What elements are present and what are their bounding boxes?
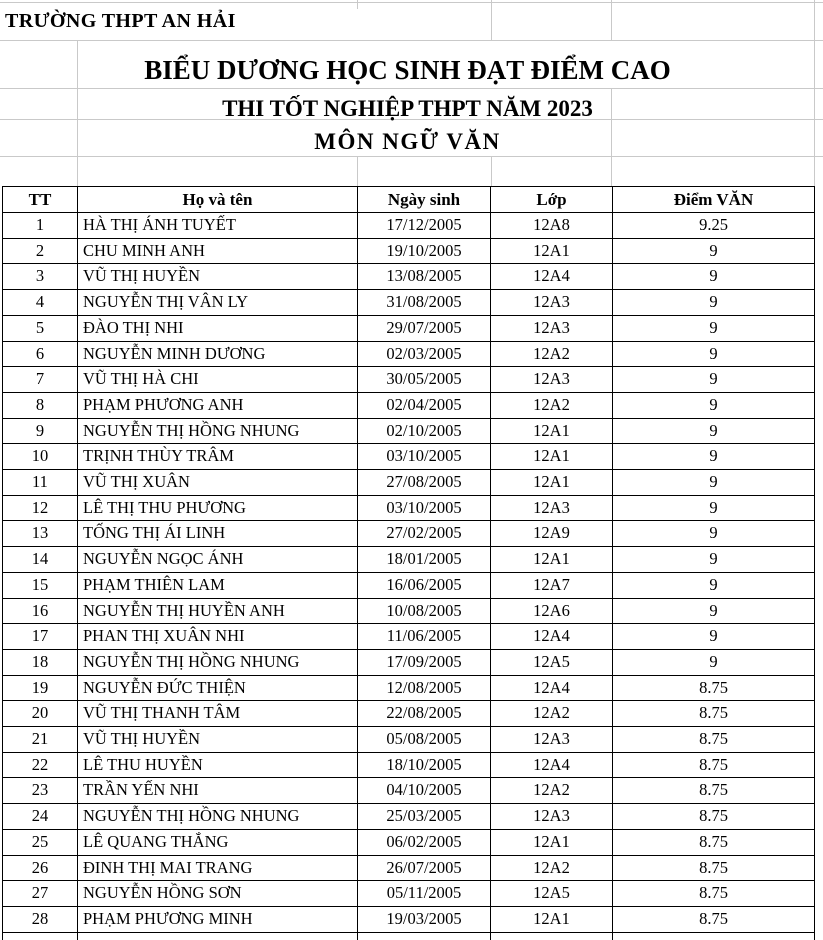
cell-tt: 2 (3, 238, 78, 264)
cell-dob (358, 932, 491, 940)
gridline (491, 0, 492, 40)
table-row (3, 906, 815, 932)
cell-score: 8.75 (613, 855, 815, 881)
cell-tt: 20 (3, 701, 78, 727)
cell-score: 9 (613, 495, 815, 521)
table-row (3, 752, 815, 778)
cell-class: 12A4 (491, 264, 613, 290)
cell-dob: 27/02/2005 (358, 521, 491, 547)
cell-name: TỐNG THỊ ÁI LINH (78, 521, 358, 547)
column-header-tt: TT (3, 187, 78, 213)
cell-class: 12A5 (491, 881, 613, 907)
cell-class: 12A3 (491, 804, 613, 830)
cell-dob: 22/08/2005 (358, 701, 491, 727)
table-row (3, 572, 815, 598)
cell-tt: 17 (3, 624, 78, 650)
cell-score: 9 (613, 598, 815, 624)
cell-dob: 17/12/2005 (358, 213, 491, 239)
table-row (3, 341, 815, 367)
cell-class: 12A1 (491, 418, 613, 444)
cell-name: ĐINH THỊ MAI TRANG (78, 855, 358, 881)
cell-class: 12A6 (491, 598, 613, 624)
cell-class: 12A4 (491, 752, 613, 778)
cell-tt: 28 (3, 906, 78, 932)
cell-class: 12A4 (491, 675, 613, 701)
school-name: TRƯỜNG THPT AN HẢI (5, 10, 236, 32)
cell-name: NGUYỄN THỊ HỒNG NHUNG (78, 649, 358, 675)
cell-score: 9 (613, 521, 815, 547)
cell-score: 9 (613, 392, 815, 418)
table-row (3, 649, 815, 675)
cell-dob: 10/08/2005 (358, 598, 491, 624)
cell-tt: 22 (3, 752, 78, 778)
cell-name: PHẠM PHƯƠNG ANH (78, 392, 358, 418)
cell-name: VŨ THỊ HUYỀN (78, 264, 358, 290)
table-row (3, 804, 815, 830)
cell-class (491, 932, 613, 940)
cell-score: 9 (613, 470, 815, 496)
cell-dob: 13/08/2005 (358, 264, 491, 290)
table-row (3, 290, 815, 316)
cell-dob: 30/05/2005 (358, 367, 491, 393)
table-row (3, 598, 815, 624)
cell-score: 9 (613, 341, 815, 367)
page-title: BIỂU DƯƠNG HỌC SINH ĐẠT ĐIỂM CAO (144, 55, 671, 85)
cell-dob: 26/07/2005 (358, 855, 491, 881)
cell-dob: 27/08/2005 (358, 470, 491, 496)
cell-class: 12A1 (491, 470, 613, 496)
cell-score: 8.75 (613, 675, 815, 701)
cell-score: 9 (613, 547, 815, 573)
column-header-score: Điểm VĂN (613, 187, 815, 213)
table-row (3, 701, 815, 727)
cell-tt: 1 (3, 213, 78, 239)
cell-name: PHẠM PHƯƠNG MINH (78, 906, 358, 932)
gridline (611, 0, 612, 40)
cell-name: HÀ THỊ ÁNH TUYẾT (78, 213, 358, 239)
cell-dob: 18/01/2005 (358, 547, 491, 573)
cell-class: 12A3 (491, 290, 613, 316)
cell-class: 12A3 (491, 495, 613, 521)
cell-name: NGUYỄN THỊ HUYỀN ANH (78, 598, 358, 624)
cell-dob: 19/10/2005 (358, 238, 491, 264)
cell-score: 8.75 (613, 829, 815, 855)
cell-tt: 3 (3, 264, 78, 290)
cell-class: 12A8 (491, 213, 613, 239)
table-row (3, 675, 815, 701)
cell-name: NGUYỄN NGỌC ÁNH (78, 547, 358, 573)
cell-dob: 31/08/2005 (358, 290, 491, 316)
cell-name: NGUYỄN THỊ HỒNG NHUNG (78, 804, 358, 830)
cell-dob: 25/03/2005 (358, 804, 491, 830)
cell-score: 9 (613, 290, 815, 316)
cell-name: LÊ THỊ THU PHƯƠNG (78, 495, 358, 521)
cell-tt: 26 (3, 855, 78, 881)
cell-class: 12A1 (491, 444, 613, 470)
column-header-name: Họ và tên (78, 187, 358, 213)
cell-score: 8.75 (613, 881, 815, 907)
cell-name: PHAN THỊ XUÂN NHI (78, 624, 358, 650)
table-row (3, 444, 815, 470)
cell-tt: 16 (3, 598, 78, 624)
gridline (357, 0, 358, 9)
cell-tt: 15 (3, 572, 78, 598)
cell-name (78, 932, 358, 940)
cell-name: VŨ THỊ HÀ CHI (78, 367, 358, 393)
cell-class: 12A2 (491, 778, 613, 804)
table-header-row (3, 187, 815, 213)
cell-score: 8.75 (613, 804, 815, 830)
cell-score (613, 932, 815, 940)
cell-name: LÊ QUANG THẮNG (78, 829, 358, 855)
cell-score: 9 (613, 238, 815, 264)
cell-score: 9 (613, 624, 815, 650)
cell-name: NGUYỄN ĐỨC THIỆN (78, 675, 358, 701)
page-subtitle-exam: THI TỐT NGHIỆP THPT NĂM 2023 (222, 96, 593, 121)
cell-class: 12A2 (491, 392, 613, 418)
gridline (0, 88, 823, 89)
cell-score: 9 (613, 315, 815, 341)
cell-tt: 13 (3, 521, 78, 547)
cell-tt: 9 (3, 418, 78, 444)
table-row (3, 418, 815, 444)
column-header-dob: Ngày sinh (358, 187, 491, 213)
table-row (3, 495, 815, 521)
gridline (491, 156, 492, 186)
cell-dob: 19/03/2005 (358, 906, 491, 932)
cell-dob: 16/06/2005 (358, 572, 491, 598)
cell-dob: 05/11/2005 (358, 881, 491, 907)
cell-tt: 18 (3, 649, 78, 675)
cell-dob: 12/08/2005 (358, 675, 491, 701)
cell-tt: 14 (3, 547, 78, 573)
cell-tt: 12 (3, 495, 78, 521)
gridline (814, 0, 815, 186)
cell-score: 9 (613, 264, 815, 290)
cell-class: 12A7 (491, 572, 613, 598)
table-row (3, 624, 815, 650)
cell-class: 12A2 (491, 701, 613, 727)
cell-dob: 17/09/2005 (358, 649, 491, 675)
cell-dob: 03/10/2005 (358, 444, 491, 470)
cell-dob: 29/07/2005 (358, 315, 491, 341)
cell-score: 9 (613, 572, 815, 598)
cell-name: NGUYỄN THỊ HỒNG NHUNG (78, 418, 358, 444)
cell-name: NGUYỄN HỒNG SƠN (78, 881, 358, 907)
cell-tt (3, 932, 78, 940)
student-score-table (2, 186, 815, 940)
gridline (0, 156, 823, 157)
cell-score: 9 (613, 418, 815, 444)
cell-tt: 8 (3, 392, 78, 418)
cell-tt: 21 (3, 727, 78, 753)
cell-class: 12A5 (491, 649, 613, 675)
cell-tt: 11 (3, 470, 78, 496)
cell-class: 12A3 (491, 315, 613, 341)
table-row (3, 778, 815, 804)
cell-class: 12A9 (491, 521, 613, 547)
cell-tt: 19 (3, 675, 78, 701)
table-row (3, 367, 815, 393)
cell-dob: 03/10/2005 (358, 495, 491, 521)
cell-tt: 7 (3, 367, 78, 393)
cell-class: 12A1 (491, 238, 613, 264)
cell-name: TRỊNH THÙY TRÂM (78, 444, 358, 470)
cell-name: NGUYỄN THỊ VÂN LY (78, 290, 358, 316)
cell-dob: 04/10/2005 (358, 778, 491, 804)
table-row (3, 521, 815, 547)
cell-name: TRẦN YẾN NHI (78, 778, 358, 804)
cell-score: 8.75 (613, 727, 815, 753)
cell-score: 8.75 (613, 701, 815, 727)
cell-dob: 05/08/2005 (358, 727, 491, 753)
cell-dob: 06/02/2005 (358, 829, 491, 855)
cell-name: PHẠM THIÊN LAM (78, 572, 358, 598)
cell-score: 9 (613, 367, 815, 393)
cell-dob: 11/06/2005 (358, 624, 491, 650)
cell-class: 12A3 (491, 727, 613, 753)
gridline (0, 2, 823, 3)
table-row (3, 881, 815, 907)
cell-score: 9.25 (613, 213, 815, 239)
table-row-partial (3, 932, 815, 940)
cell-tt: 24 (3, 804, 78, 830)
cell-name: LÊ THU HUYỀN (78, 752, 358, 778)
table-row (3, 855, 815, 881)
cell-tt: 6 (3, 341, 78, 367)
cell-score: 8.75 (613, 906, 815, 932)
cell-name: VŨ THỊ HUYỀN (78, 727, 358, 753)
cell-dob: 02/03/2005 (358, 341, 491, 367)
cell-tt: 4 (3, 290, 78, 316)
table-row (3, 213, 815, 239)
cell-name: CHU MINH ANH (78, 238, 358, 264)
cell-class: 12A2 (491, 855, 613, 881)
cell-dob: 02/04/2005 (358, 392, 491, 418)
cell-dob: 18/10/2005 (358, 752, 491, 778)
cell-score: 9 (613, 444, 815, 470)
cell-tt: 25 (3, 829, 78, 855)
table-row (3, 547, 815, 573)
students-tbody (3, 213, 815, 940)
cell-dob: 02/10/2005 (358, 418, 491, 444)
cell-tt: 27 (3, 881, 78, 907)
cell-tt: 5 (3, 315, 78, 341)
cell-tt: 23 (3, 778, 78, 804)
table-row (3, 727, 815, 753)
cell-class: 12A1 (491, 829, 613, 855)
cell-name: VŨ THỊ THANH TÂM (78, 701, 358, 727)
page-subtitle-subject: MÔN NGỮ VĂN (314, 129, 501, 154)
cell-name: ĐÀO THỊ NHI (78, 315, 358, 341)
cell-name: NGUYỄN MINH DƯƠNG (78, 341, 358, 367)
cell-class: 12A1 (491, 906, 613, 932)
column-header-class: Lớp (491, 187, 613, 213)
cell-tt: 10 (3, 444, 78, 470)
cell-name: VŨ THỊ XUÂN (78, 470, 358, 496)
cell-class: 12A3 (491, 367, 613, 393)
cell-class: 12A2 (491, 341, 613, 367)
cell-score: 8.75 (613, 752, 815, 778)
table-row (3, 315, 815, 341)
table-row (3, 238, 815, 264)
table-row (3, 264, 815, 290)
table-row (3, 829, 815, 855)
cell-class: 12A1 (491, 547, 613, 573)
gridline (357, 156, 358, 186)
cell-score: 8.75 (613, 778, 815, 804)
cell-class: 12A4 (491, 624, 613, 650)
cell-score: 9 (613, 649, 815, 675)
table-row (3, 392, 815, 418)
table-row (3, 470, 815, 496)
gridline (0, 40, 823, 41)
